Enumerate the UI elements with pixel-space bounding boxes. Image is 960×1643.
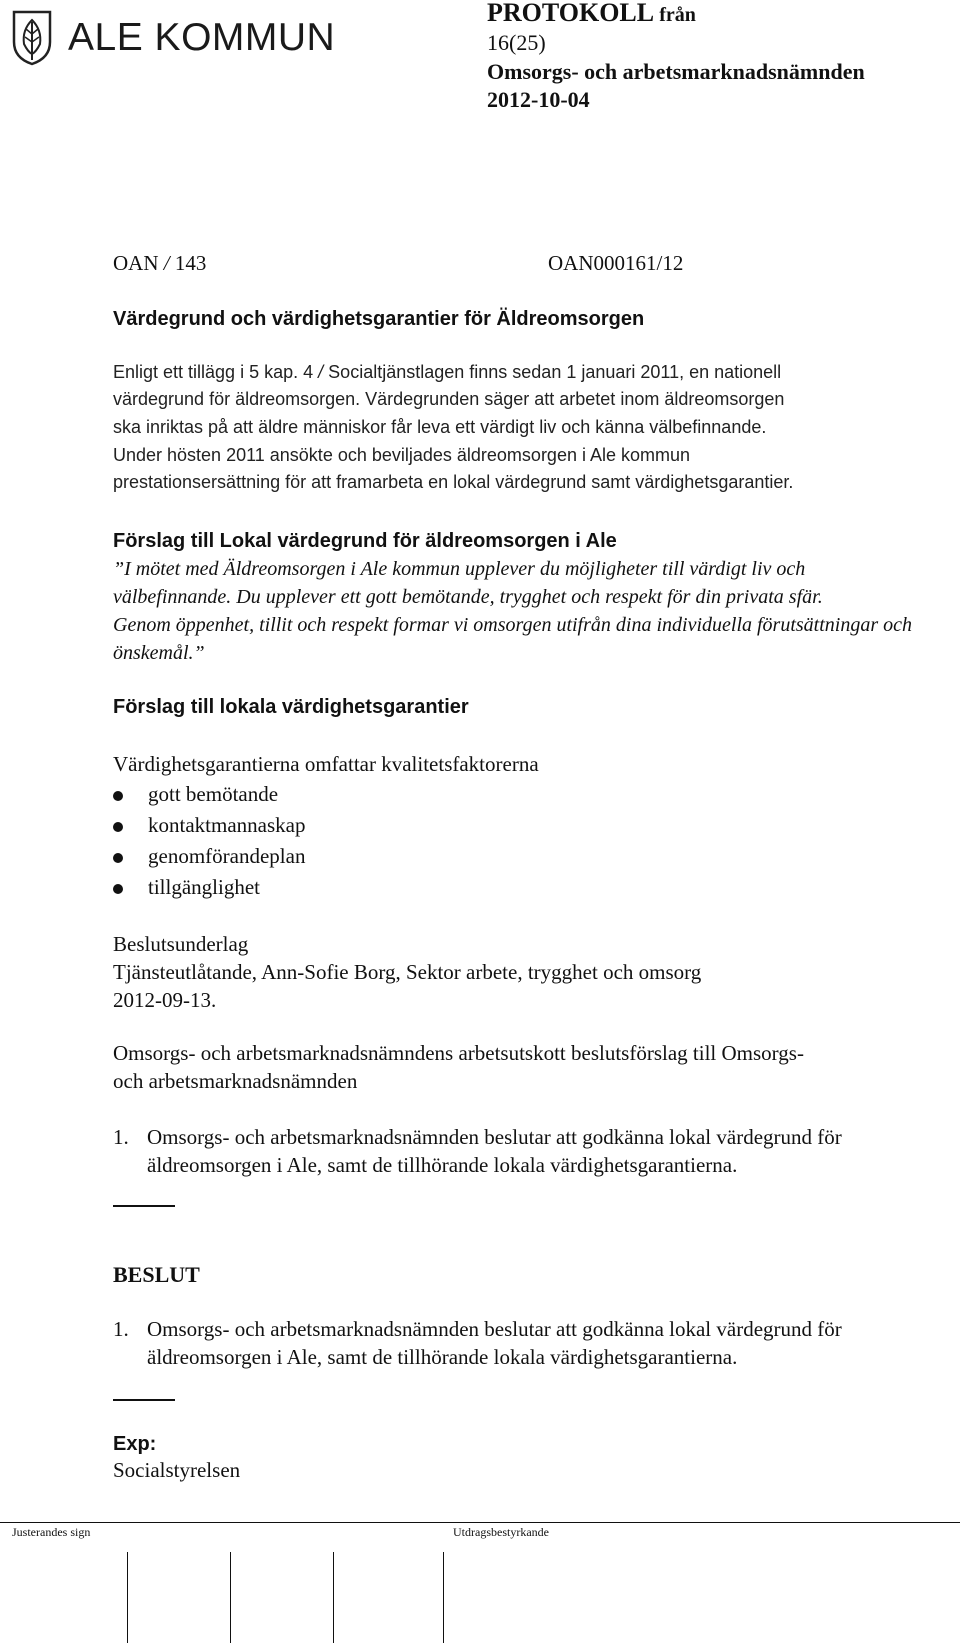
- list-item: tillgänglighet: [148, 875, 260, 899]
- ale-kommun-logo: [10, 8, 335, 66]
- sign-label: Justerandes sign: [12, 1525, 91, 1539]
- section-symbol-icon: /: [163, 251, 170, 275]
- diary-number: OAN000161/12: [548, 251, 684, 275]
- proposal-line-2: välbefinnande. Du upplever ett gott bemötande, trygghet och respekt för din privata sfär.: [113, 586, 823, 608]
- committee-proposal-line-2: och arbetsmarknadsnämnden: [113, 1069, 358, 1093]
- decision-line-2: äldreomsorgen i Ale, samt de tillhörande lokala värdighetsgarantierna.: [147, 1345, 738, 1369]
- separator-rule: [113, 1399, 175, 1401]
- committee-name: Omsorgs- och arbetsmarknadsnämnden: [487, 59, 865, 84]
- meeting-date: 2012-10-04: [487, 87, 590, 112]
- case-title: Värdegrund och värdighetsgarantier för Äldreomsorgen: [113, 308, 645, 330]
- leaf-shield-icon: [10, 8, 54, 66]
- bullet-icon: [113, 884, 123, 894]
- guarantees-intro: Värdighetsgarantierna omfattar kvalitetsfaktorerna: [113, 752, 539, 776]
- list-item: gott bemötande: [148, 782, 279, 806]
- sign-box-divider: [443, 1552, 444, 1643]
- list-item: kontaktmannaskap: [148, 813, 306, 837]
- intro-line-2: värdegrund för äldreomsorgen. Värdegrunden säger att arbetet inom äldreomsorgen: [113, 389, 785, 409]
- committee-proposal-line-1: Omsorgs- och arbetsmarknadsnämndens arbetsutskott beslutsförslag till Omsorgs-: [113, 1041, 804, 1065]
- basis-line-1: Tjänsteutlåtande, Ann-Sofie Borg, Sektor arbete, trygghet och omsorg: [113, 960, 702, 984]
- intro-line-3: ska inriktas på att äldre människor får leva ett värdigt liv och känna välbefinnande.: [113, 417, 767, 437]
- decision-number: 1.: [113, 1317, 129, 1341]
- basis-line-2: 2012-09-13.: [113, 988, 217, 1012]
- proposal-line-3: Genom öppenhet, tillit och respekt formar vi omsorgen utifrån dina individuella förutsättningar och: [113, 614, 913, 636]
- intro-line-5: prestationsersättning för att framarbeta en lokal värdegrund samt värdighetsgarantier.: [113, 472, 794, 492]
- section-line: [113, 251, 206, 276]
- section-symbol-icon: /: [318, 362, 324, 382]
- guarantees-heading: Förslag till lokala värdighetsgarantier: [113, 696, 469, 718]
- sign-box-divider: [127, 1552, 128, 1643]
- bullet-icon: [113, 791, 123, 801]
- intro-line-4: Under hösten 2011 ansökte och beviljades äldreomsorgen i Ale kommun: [113, 445, 691, 465]
- proposal-item-number: 1.: [113, 1125, 129, 1149]
- logo-name: ALE KOMMUN: [68, 15, 336, 59]
- sign-box-divider: [230, 1552, 231, 1643]
- expedition-heading: Exp:: [113, 1433, 157, 1455]
- intro-line-1: Enligt ett tillägg i 5 kap. 4 / Socialtjänstlagen finns sedan 1 januari 2011, en nationell: [113, 362, 782, 382]
- list-item: genomförandeplan: [148, 844, 306, 868]
- separator-rule: [113, 1205, 175, 1207]
- section-prefix: OAN: [113, 251, 159, 275]
- proposal-line-1: ”I mötet med Äldreomsorgen i Ale kommun upplever du möjligheter till värdigt liv och: [113, 558, 806, 580]
- basis-heading: Beslutsunderlag: [113, 932, 249, 956]
- proposal-item-line-2: äldreomsorgen i Ale, samt de tillhörande lokala värdighetsgarantierna.: [147, 1153, 738, 1177]
- protokoll-title: PROTOKOLL från: [487, 0, 696, 27]
- bullet-icon: [113, 853, 123, 863]
- footer-divider: [0, 1522, 960, 1523]
- page-number: 16(25): [487, 30, 546, 55]
- proposal-line-4: önskemål.”: [113, 642, 205, 664]
- sign-box-divider: [333, 1552, 334, 1643]
- bullet-icon: [113, 822, 123, 832]
- extract-label: Utdragsbestyrkande: [453, 1525, 549, 1539]
- section-number: 143: [174, 251, 207, 275]
- proposal-item-line-1: Omsorgs- och arbetsmarknadsnämnden beslutar att godkänna lokal värdegrund för: [147, 1125, 842, 1149]
- expedition-recipient: Socialstyrelsen: [113, 1458, 241, 1482]
- proposal-heading: Förslag till Lokal värdegrund för äldreomsorgen i Ale: [113, 530, 617, 552]
- decision-line-1: Omsorgs- och arbetsmarknadsnämnden beslutar att godkänna lokal värdegrund för: [147, 1317, 842, 1341]
- decision-heading: BESLUT: [113, 1262, 200, 1287]
